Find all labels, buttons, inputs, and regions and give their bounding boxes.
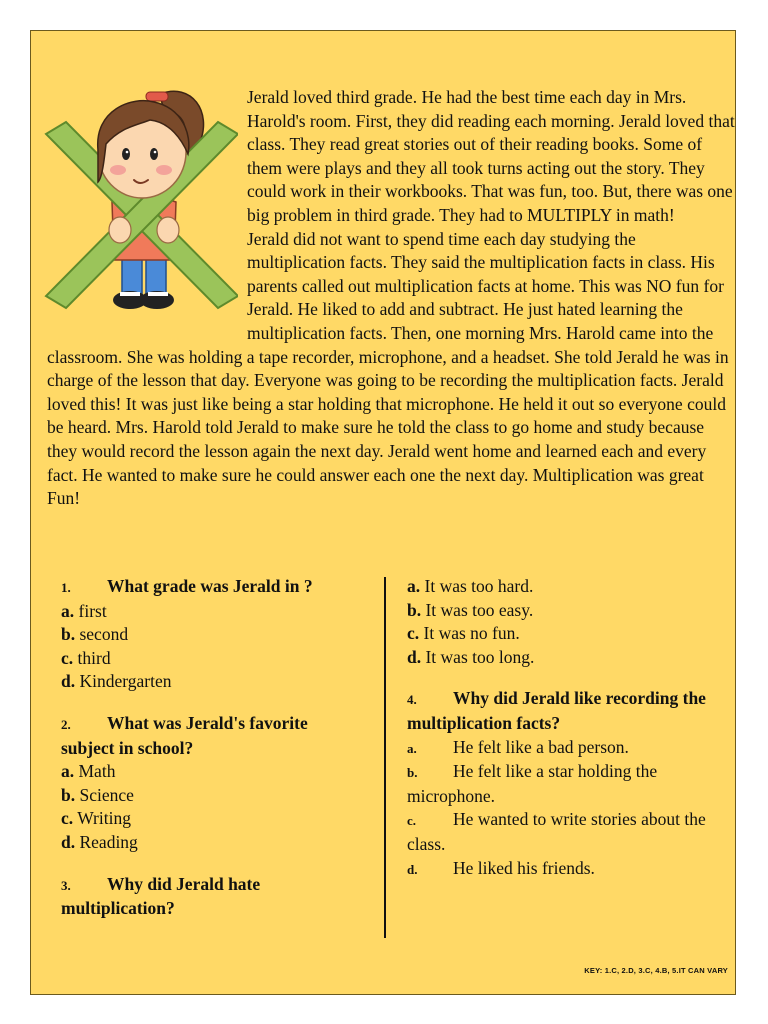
story-paragraph-2: Jerald did not want to spend time each day studying the multiplication facts. They said the multiplication facts in class. His parents called out multiplication facts at home. This was NO fun for Jerald. He liked to add and subtract. He just hated learning the multiplication facts. Then, one morning Mrs. Harold came into the classroom. She was holding a tape recorder, microphone, and a headset. She told Jerald he was in charge of the lesson that day. Everyone was going to be recording the multiplication facts. Jerald loved this! It was just like being a star holding that microphone. He held it out so everyone could be heard. Mrs. Harold told Jerald to make sure he told the class to go home and study because they would record the lesson again the next day. Jerald went home and learned each and every fact. He wanted to make sure he could answer each one the next day. Multiplication was great Fun!: [47, 228, 729, 509]
answer-option[interactable]: d. Kindergarten: [61, 671, 172, 692]
answer-option[interactable]: a. first: [61, 600, 107, 621]
reading-passage: [47, 86, 737, 511]
answer-key: KEY: 1.C, 2.D, 3.C, 4.B, 5.IT CAN VARY: [584, 966, 728, 975]
question-number: 3.: [61, 877, 71, 893]
answer-option[interactable]: d. He liked his friends.: [407, 857, 595, 878]
answer-option[interactable]: b. Science: [61, 784, 134, 805]
story-paragraph-1: Jerald loved third grade. He had the best time each day in Mrs. Harold's room. First, they did reading each morning. Jerald loved that class. They read great stories out of their reading books. Some of them were plays and they all took turns acting out the story. They could work in their workbooks. That was fun, too. But, there was one big problem in third grade. They had to MULTIPLY in math!: [247, 87, 735, 225]
question-text: Why did Jerald like recording the multiplication facts?: [407, 688, 706, 733]
question-1: [61, 575, 361, 600]
questions-right-column: [407, 575, 727, 881]
question-4: [407, 687, 727, 735]
question-3: [61, 873, 361, 921]
answer-option[interactable]: d. Reading: [61, 831, 138, 852]
answer-option[interactable]: c. It was no fun.: [407, 623, 520, 644]
question-number: 1.: [61, 580, 71, 595]
answer-option[interactable]: b. He felt like a star holding the microphone.: [407, 761, 658, 806]
questions-left-column: [61, 575, 361, 921]
answer-option[interactable]: c. Writing: [61, 808, 131, 829]
question-text: What grade was Jerald in ?: [107, 576, 313, 596]
question-number: 2.: [61, 716, 71, 732]
question-2: [61, 712, 361, 760]
answer-option[interactable]: c. third: [61, 647, 111, 668]
question-text: What was Jerald's favorite subject in school?: [61, 712, 308, 758]
answer-option[interactable]: a. It was too hard.: [407, 576, 534, 596]
question-number: 4.: [407, 692, 417, 708]
answer-option[interactable]: d. It was too long.: [407, 646, 535, 667]
answer-option[interactable]: a. Math: [61, 761, 116, 782]
answer-option[interactable]: c. He wanted to write stories about the class.: [407, 809, 706, 854]
answer-option[interactable]: b. It was too easy.: [407, 599, 534, 620]
column-divider: [384, 577, 386, 938]
answer-option[interactable]: b. second: [61, 624, 129, 645]
question-text: Why did Jerald hate multiplication?: [61, 873, 261, 919]
answer-option[interactable]: a. He felt like a bad person.: [407, 736, 629, 757]
